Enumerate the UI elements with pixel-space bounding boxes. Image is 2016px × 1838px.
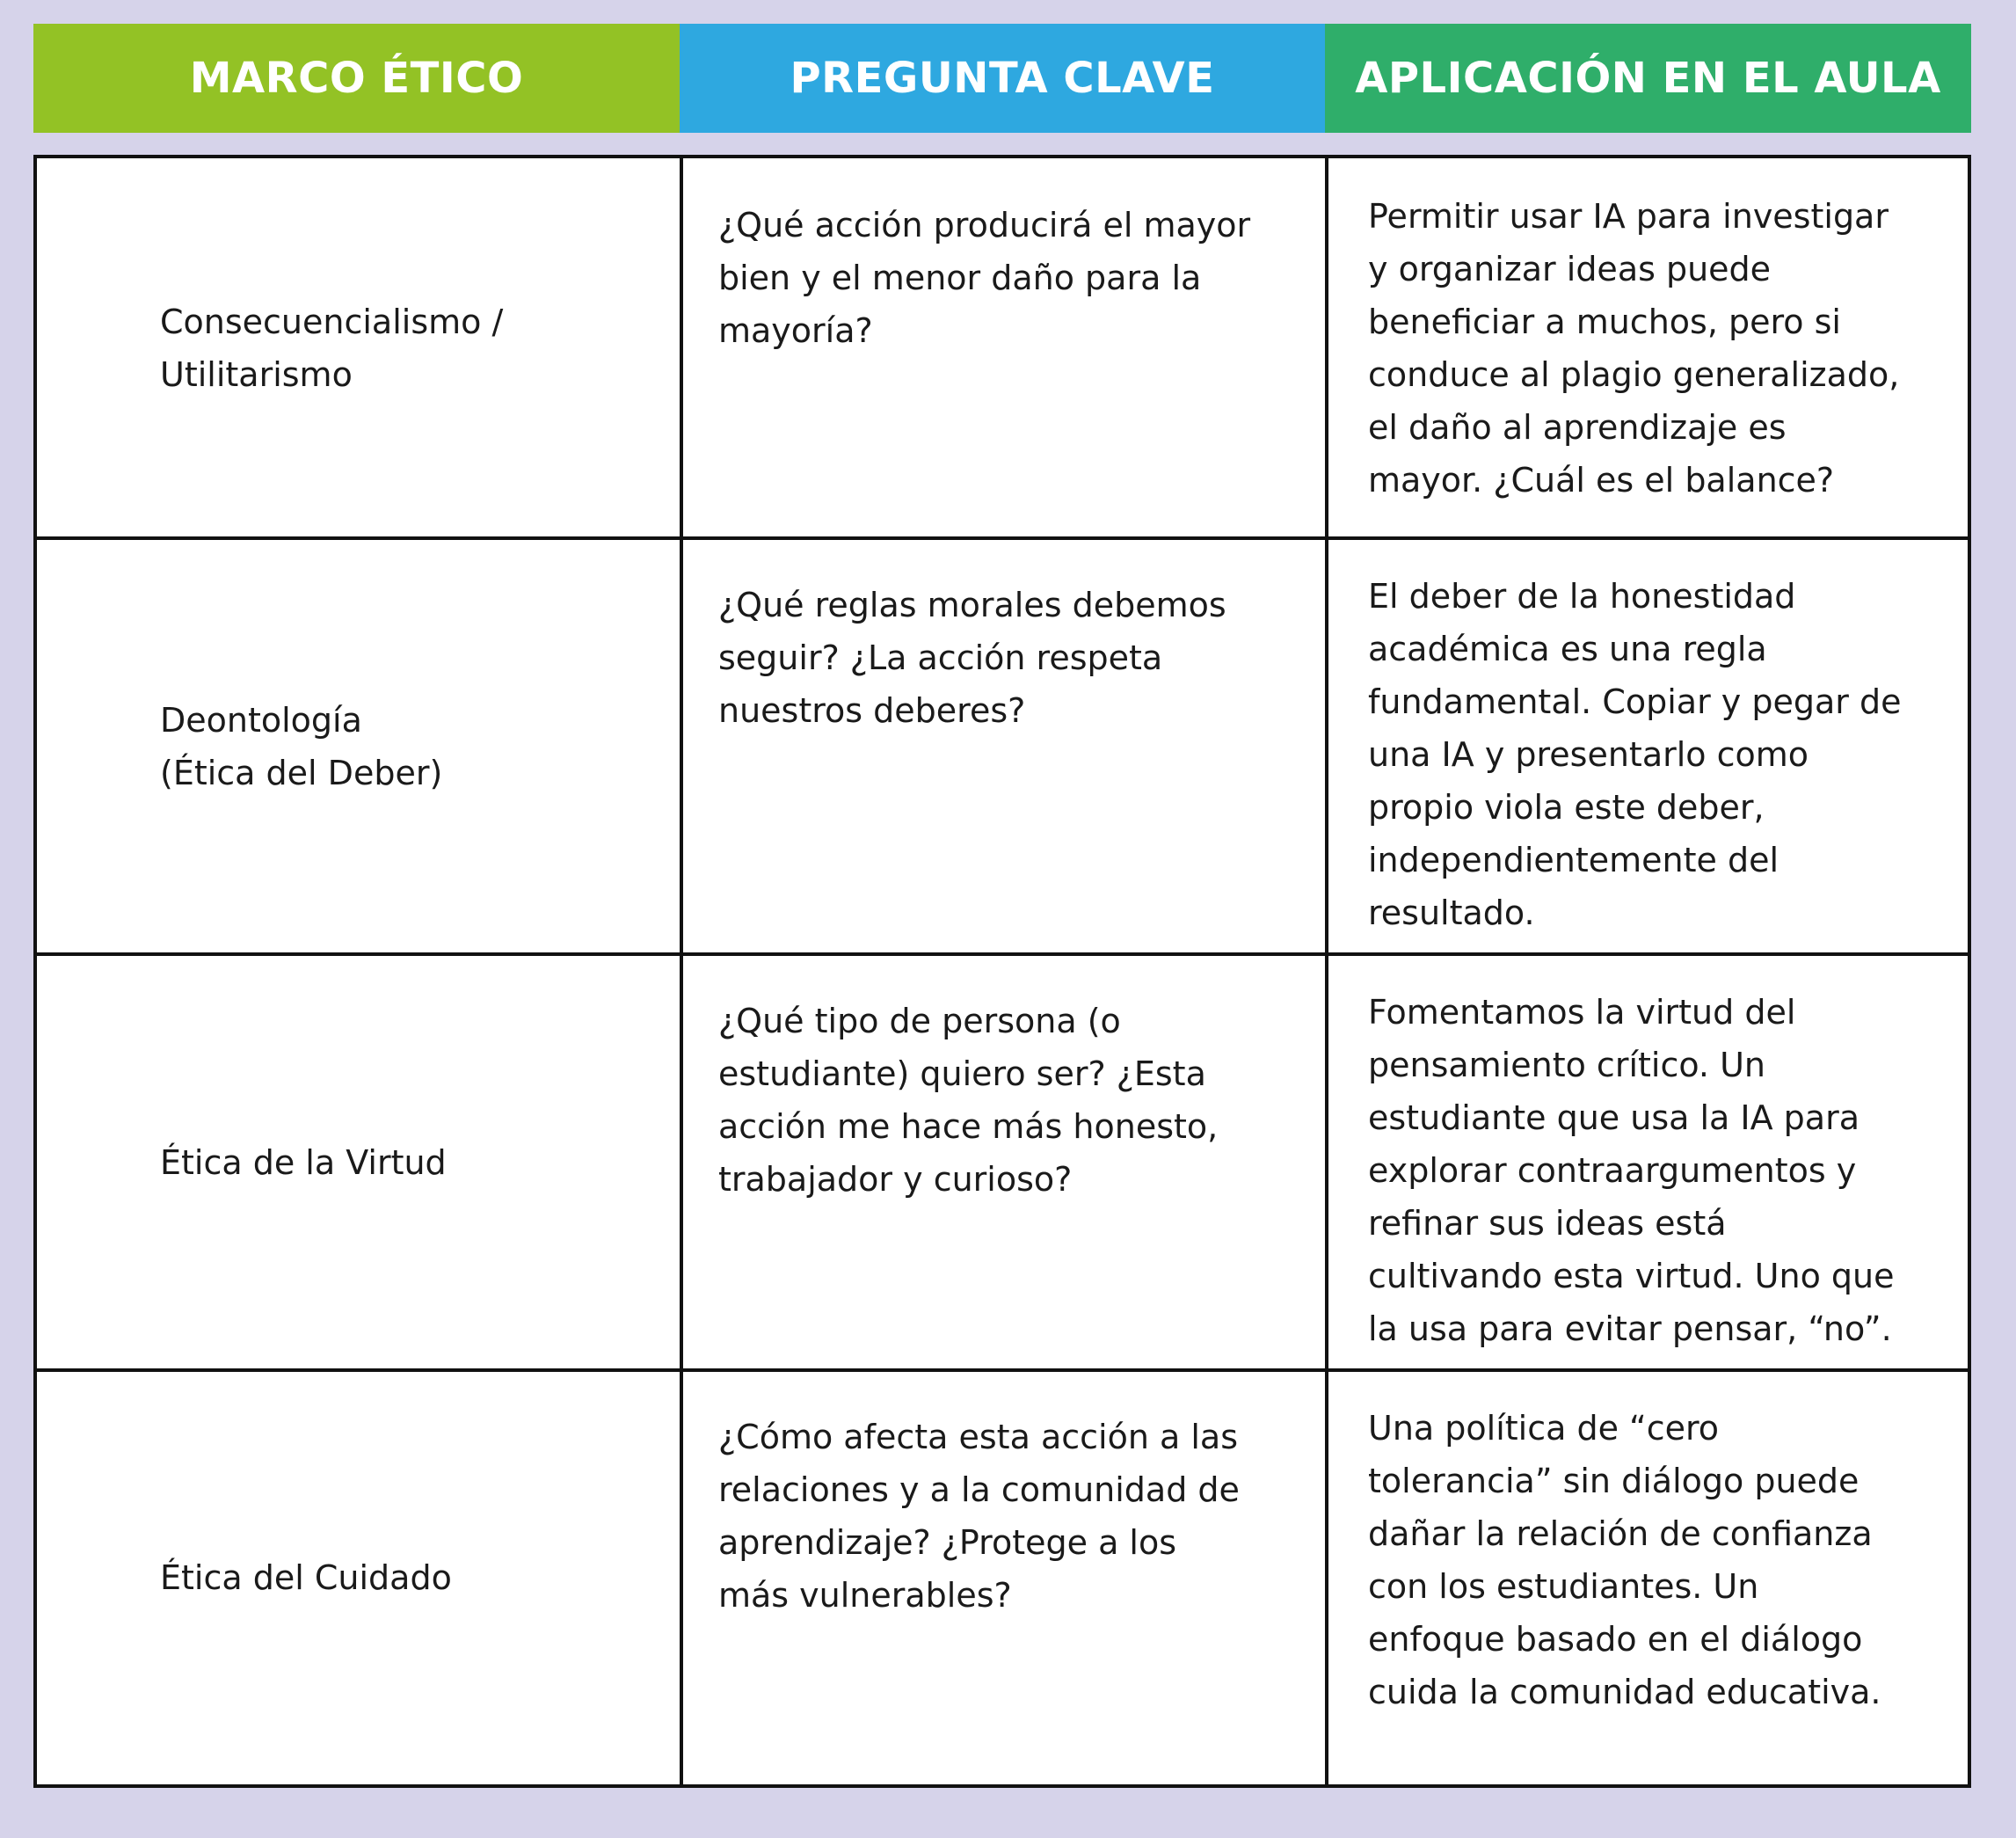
table-row-pregunta — [683, 158, 1328, 538]
table-row-marco — [37, 1370, 683, 1784]
table-row-aplicacion — [1328, 954, 1975, 1370]
table-header — [33, 24, 1971, 133]
header-aplicacion-en-el-aula: APLICACIÓN EN EL AULA — [1325, 24, 1971, 133]
table-row-marco — [37, 538, 683, 954]
pregunta-text: ¿Cómo afecta esta acción a las relaciones y a la comunidad de aprendizaje? ¿Protege a los más vulnerables? — [718, 1418, 1240, 1615]
aplicacion-text: Fomentamos la virtud del pensamiento crítico. Un estudiante que usa la IA para explorar contraargumentos y refinar sus ideas está cultivando esta virtud. Uno que la usa para evitar pensar, “no”. — [1368, 993, 1895, 1348]
table-row-aplicacion — [1328, 158, 1975, 538]
table-row-aplicacion — [1328, 1370, 1975, 1784]
pregunta-text: ¿Qué acción producirá el mayor bien y el menor daño para la mayoría? — [718, 206, 1251, 350]
table-row-aplicacion — [1328, 538, 1975, 954]
table-row-pregunta — [683, 954, 1328, 1370]
marco-etica-virtud: Ética de la Virtud — [160, 1142, 447, 1182]
table-row-pregunta — [683, 1370, 1328, 1784]
ethics-table — [33, 155, 1971, 1788]
table-row-marco — [37, 158, 683, 538]
marco-deontologia: Deontología (Ética del Deber) — [160, 700, 443, 792]
table-row-marco — [37, 954, 683, 1370]
marco-consecuencialismo: Consecuencialismo / Utilitarismo — [160, 303, 504, 394]
pregunta-text: ¿Qué tipo de persona (o estudiante) quiero ser? ¿Esta acción me hace más honesto, trabajador y curioso? — [718, 1002, 1219, 1199]
header-marco-etico: MARCO ÉTICO — [33, 24, 680, 133]
header-pregunta-clave: PREGUNTA CLAVE — [680, 24, 1325, 133]
table-row-pregunta — [683, 538, 1328, 954]
marco-etica-cuidado: Ética del Cuidado — [160, 1557, 452, 1597]
pregunta-text: ¿Qué reglas morales debemos seguir? ¿La acción respeta nuestros deberes? — [718, 586, 1226, 730]
aplicacion-text: Permitir usar IA para investigar y organizar ideas puede beneficiar a muchos, pero si conduce al plagio generalizado, el daño al aprendizaje es mayor. ¿Cuál es el balance? — [1368, 197, 1900, 500]
aplicacion-text: Una política de “cero tolerancia” sin diálogo puede dañar la relación de confianza con los estudiantes. Un enfoque basado en el diálogo cuida la comunidad educativa. — [1368, 1409, 1881, 1711]
aplicacion-text: El deber de la honestidad académica es una regla fundamental. Copiar y pegar de una IA y presentarlo como propio viola este deber, independientemente del resultado. — [1368, 577, 1902, 932]
